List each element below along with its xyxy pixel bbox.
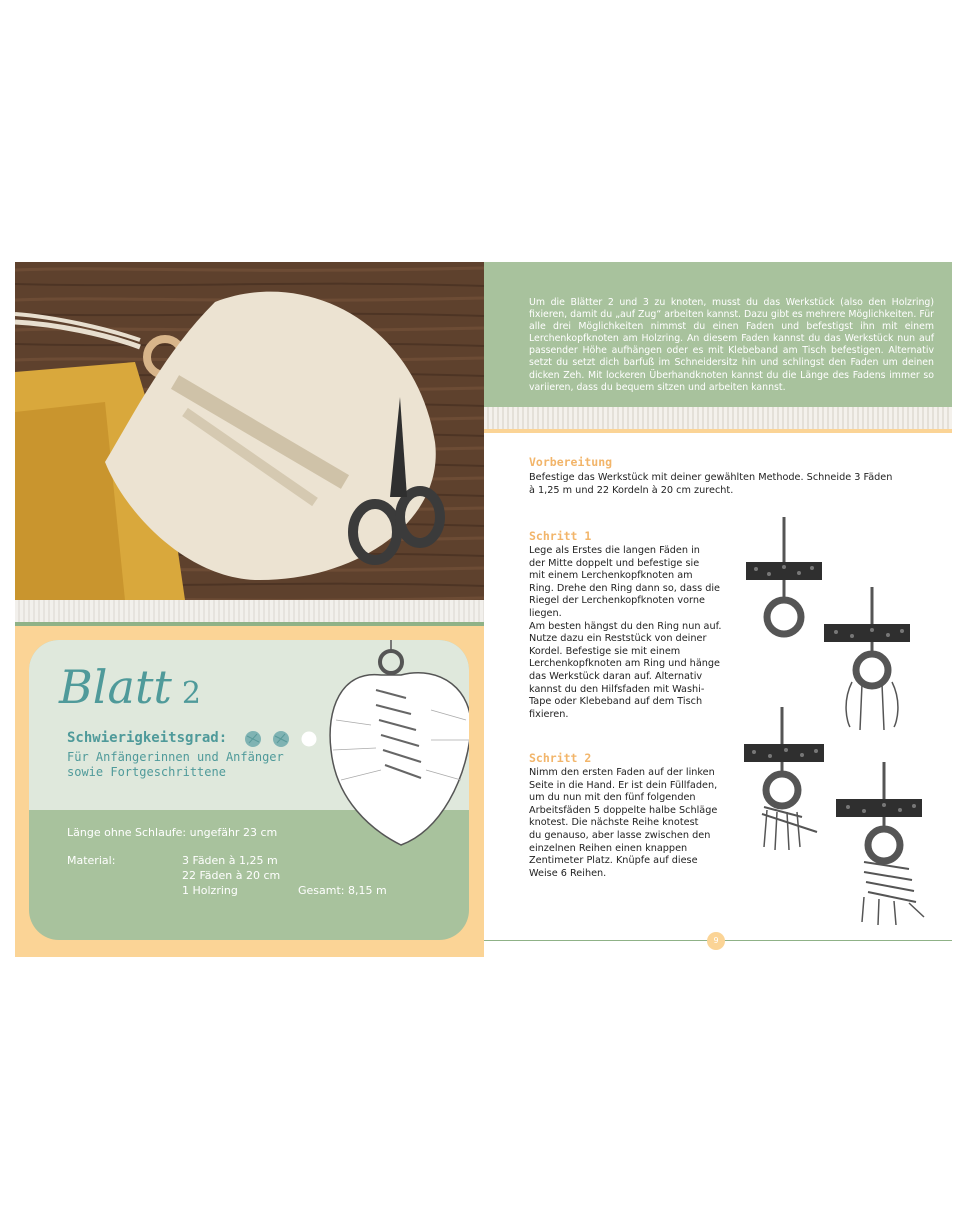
material-total: Gesamt: 8,15 m [298, 884, 387, 897]
step1-line: liegen. [529, 607, 562, 619]
step1-line: mit einem Lerchenkopfknoten am [529, 570, 693, 582]
step2-line: knotest. Die nächste Reihe knotest [529, 817, 699, 829]
step2-line: um du nun mit den fünf folgenden [529, 792, 696, 804]
macrame-photo [15, 262, 484, 600]
length-label: Länge ohne Schlaufe: [67, 826, 187, 839]
prep-line: Befestige das Werkstück mit deiner gewählten Methode. Schneide 3 Fäden [529, 472, 893, 483]
page-number: 9 [707, 932, 725, 950]
step2-line: Zentimeter Platz. Knüpfe auf diese [529, 855, 698, 867]
leaf-sketch [321, 640, 469, 870]
material-2: 22 Fäden à 20 cm [182, 869, 281, 882]
prep-heading: Vorbereitung [529, 455, 613, 469]
step1-line: Ring. Drehe den Ring dann so, dass die [529, 582, 720, 594]
step1-line: der Mitte doppelt und befestige sie [529, 557, 700, 569]
step1-line: Lerchenkopfknoten am Ring und hänge [529, 658, 721, 670]
step1-line: Tape oder Klebeband auf dem Tisch [529, 696, 703, 708]
step1-line: Kordel. Befestige sie mit einem [529, 645, 681, 657]
step2-line: Seite in die Hand. Er ist dein Füllfaden, [529, 779, 718, 791]
divider [15, 622, 484, 626]
step2-line: Weise 6 Reihen. [529, 867, 607, 879]
project-info-card [29, 640, 469, 940]
step1-line: Lege als Erstes die langen Fäden in [529, 545, 700, 556]
step1-line: kannst du den Hilfsfaden mit Washi- [529, 683, 705, 695]
step1-illustration-b [822, 582, 912, 732]
prep-line: à 1,25 m und 22 Kordeln à 20 cm zurecht. [529, 484, 734, 496]
step1-text [529, 545, 721, 721]
right-page [484, 262, 952, 957]
step2-line: einzelnen Reihen einen knappen [529, 842, 688, 854]
length-value: ungefähr 23 cm [189, 826, 278, 839]
step2-line: Arbeitsfäden 5 doppelte halbe Schläge [529, 804, 718, 816]
book-spread [15, 262, 952, 957]
intro-text: Um die Blätter 2 und 3 zu knoten, musst du das Werkstück (also den Holzring) fixieren, damit du „auf Zug“ arbeiten kannst. Dazu gibt es mehrere Möglichkeiten. Für alle drei Möglichkeiten nimmst du einen Faden und befestigst ihn mit einem Lerchenkopfknoten am Holzring. An diesem Faden kannst du das Werkstück nun auf passender Höhe aufhängen oder es mit Klebeband am Tisch befestigen. Alternativ setzt du setzt dich barfuß im Schneidersitz hin und schlingst den Faden um deinen dicken Zeh. Mit lockeren Überhandknoten kannst du die Länge des Fadens immer so variieren, dass du bequem sitzen und arbeiten kannst. [529, 297, 934, 393]
step2-illustration-a [742, 702, 832, 852]
length-info [67, 826, 277, 839]
step1-line: das Werkstück daran auf. Alternativ [529, 670, 703, 682]
left-page [15, 262, 484, 957]
difficulty-text: Für Anfängerinnen und Anfänger sowie Fortgeschrittene [67, 750, 284, 779]
step2-illustration-b [834, 757, 934, 927]
step2-heading: Schritt 2 [529, 751, 592, 765]
step1-line: Riegel der Lerchenkopfknoten vorne [529, 595, 705, 607]
yarn-ball-icon [243, 728, 333, 750]
intro-box [484, 262, 952, 407]
material-3: 1 Holzring [182, 884, 238, 897]
rope-strip [484, 407, 952, 429]
step2-text [529, 767, 717, 880]
paper-strip [15, 600, 484, 622]
difficulty-label: Schwierigkeitsgrad: [67, 730, 228, 746]
step1-line: fixieren. [529, 708, 569, 720]
prep-text [529, 472, 892, 497]
step1-heading: Schritt 1 [529, 529, 592, 543]
divider [484, 429, 952, 433]
step1-line: Nutze dazu ein Reststück von deiner [529, 633, 707, 645]
material-1: 3 Fäden à 1,25 m [182, 854, 278, 867]
step1-illustration-a [744, 512, 824, 642]
macrame-photo-art [15, 262, 484, 600]
step1-line: Am besten hängst du den Ring nun auf. [529, 620, 722, 632]
project-title: Blatt 2 [59, 660, 202, 714]
step2-line: du genauso, aber lasse zwischen den [529, 829, 711, 841]
step2-line: Nimm den ersten Faden auf der linken [529, 767, 715, 778]
material-label: Material: [67, 854, 116, 867]
